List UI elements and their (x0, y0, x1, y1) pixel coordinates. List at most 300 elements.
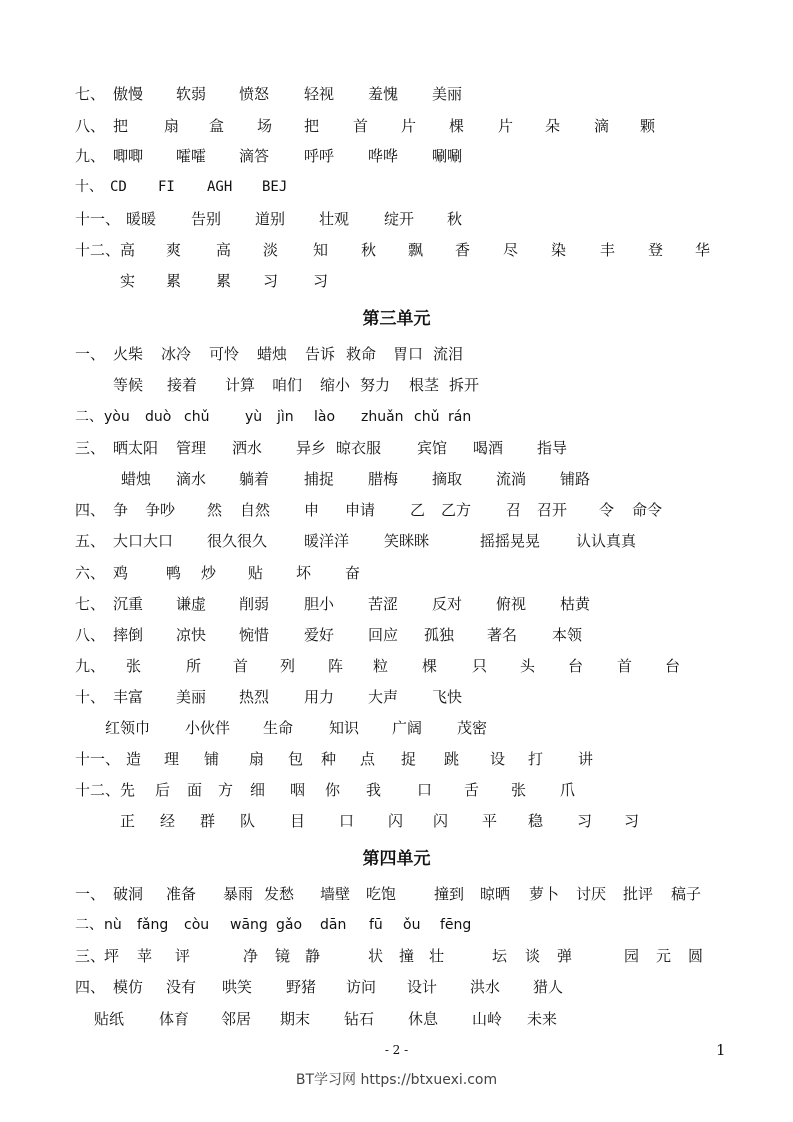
answer-token: 弹 (557, 947, 573, 965)
answer-line (0, 371, 793, 399)
answer-token: 访问 (346, 978, 377, 996)
answer-token: 钻石 (344, 1010, 375, 1028)
answer-token: 胃口 (393, 345, 424, 363)
answer-token: 野猪 (286, 978, 317, 996)
answer-token: 飞快 (432, 688, 463, 706)
answer-token: 丰富 (113, 688, 144, 706)
answer-token: 晾晒 (480, 885, 511, 903)
answer-line (0, 911, 793, 939)
answer-token: 铺 (204, 750, 220, 768)
answer-token: 园 (624, 947, 640, 965)
answer-token: 计算 (225, 376, 256, 394)
answer-token: 蜡烛 (121, 470, 152, 488)
answer-token: 邻居 (221, 1010, 252, 1028)
answer-token: 申 (304, 501, 320, 519)
question-number: 九、 (75, 657, 106, 675)
answer-token: 你 (325, 781, 341, 799)
answer-token: 唧唧 (113, 147, 144, 165)
answer-token: 回应 (368, 626, 399, 644)
answer-token: 本领 (552, 626, 583, 644)
question-number: 十二、 (75, 241, 121, 259)
answer-token: 设计 (407, 978, 438, 996)
answer-token: 设 (490, 750, 506, 768)
answer-token: 暖洋洋 (304, 532, 350, 550)
answer-token: 休息 (408, 1010, 439, 1028)
answer-line (0, 236, 793, 264)
answer-token: 首 (617, 657, 633, 675)
question-number: 十一、 (75, 750, 121, 768)
answer-token: 等候 (113, 376, 144, 394)
answer-token: fēng (440, 917, 472, 933)
answer-token: 滴 (594, 117, 610, 135)
answer-token: fū (369, 917, 383, 933)
answer-token: 习 (624, 812, 640, 830)
answer-token: 爱好 (304, 626, 335, 644)
answer-token: 阵 (328, 657, 344, 675)
answer-token: 破洞 (113, 885, 144, 903)
answer-token: 把 (113, 117, 129, 135)
answer-token: 未来 (527, 1010, 558, 1028)
answer-token: 片 (498, 117, 514, 135)
answer-token: 累 (166, 272, 182, 290)
answer-token: 只 (472, 657, 488, 675)
answer-token: 累 (216, 272, 232, 290)
answer-token: 拆开 (449, 376, 480, 394)
page-number: - 2 - (384, 1043, 409, 1057)
answer-token: 细 (250, 781, 266, 799)
answer-token: 经 (160, 812, 176, 830)
answer-token: 棵 (449, 117, 465, 135)
answer-token: 软弱 (176, 85, 207, 103)
answer-token: 台 (665, 657, 681, 675)
answer-token: 摔倒 (113, 626, 144, 644)
answer-token: 管理 (176, 439, 207, 457)
answer-token: 台 (568, 657, 584, 675)
answer-token: 道别 (255, 210, 286, 228)
answer-token: 点 (360, 750, 376, 768)
answer-token: 种 (321, 750, 337, 768)
answer-line (0, 973, 793, 1001)
answer-token: 圆 (688, 947, 704, 965)
answer-token: 评 (175, 947, 191, 965)
answer-token: 流淌 (496, 470, 527, 488)
answer-line (0, 527, 793, 555)
answer-token: 期末 (280, 1010, 311, 1028)
answer-token: 告别 (191, 210, 222, 228)
answer-token: CD (110, 179, 127, 195)
answer-token: 暴雨 (223, 885, 254, 903)
answer-token: 羞愧 (368, 85, 399, 103)
answer-token: 很久很久 (207, 532, 268, 550)
answer-token: 晒太阳 (113, 439, 159, 457)
answer-token: 贴 (248, 564, 264, 582)
answer-line (0, 496, 793, 524)
answer-token: 炒 (201, 564, 217, 582)
answer-token: 傲慢 (113, 85, 144, 103)
answer-token: 没有 (166, 978, 197, 996)
answer-token: 广阔 (392, 719, 423, 737)
answer-token: 暖暖 (126, 210, 157, 228)
answer-token: 俯视 (496, 595, 527, 613)
footer-watermark: BT学习网 https://btxuexi.com (295, 1072, 498, 1088)
answer-token: 鸡 (113, 564, 129, 582)
answer-token: 呼呼 (304, 147, 335, 165)
answer-token: 坪 (104, 947, 120, 965)
answer-token: 召开 (537, 501, 568, 519)
answer-token: 缩小 (320, 376, 351, 394)
answer-token: 滴水 (176, 470, 207, 488)
answer-token: 蜡烛 (257, 345, 288, 363)
answer-line (0, 745, 793, 773)
answer-token: 捉 (401, 750, 417, 768)
answer-token: 美丽 (432, 85, 463, 103)
answer-token: 摘取 (432, 470, 463, 488)
answer-token: 冰冷 (161, 345, 192, 363)
answer-token: 孤独 (424, 626, 455, 644)
answer-token: 头 (520, 657, 536, 675)
answer-token: yòu (104, 409, 130, 425)
answer-token: 秋 (447, 210, 463, 228)
answer-token: 知 (313, 241, 329, 259)
answer-token: 山岭 (472, 1010, 503, 1028)
answer-token: 张 (126, 657, 142, 675)
answer-token: 粒 (373, 657, 389, 675)
side-mark: 1 (716, 1041, 726, 1059)
answer-token: 正 (120, 812, 136, 830)
answer-token: 哄笑 (222, 978, 253, 996)
answer-token: 习 (313, 272, 329, 290)
question-number: 十二、 (75, 781, 121, 799)
answer-line (0, 465, 793, 493)
answer-token: 盒 (209, 117, 225, 135)
answer-token: 宾馆 (417, 439, 448, 457)
answer-token: 首 (353, 117, 369, 135)
answer-token: rán (448, 409, 472, 425)
answer-token: 吃饱 (366, 885, 397, 903)
answer-token: 萝卜 (529, 885, 560, 903)
answer-token: 淡 (263, 241, 279, 259)
answer-token: fǎng (137, 917, 169, 933)
answer-line (0, 267, 793, 295)
answer-token: 撞 (399, 947, 415, 965)
answer-token: 反对 (432, 595, 463, 613)
answer-token: 坛 (492, 947, 508, 965)
answer-token: 飘 (408, 241, 424, 259)
answer-token: 镜 (275, 947, 291, 965)
answer-token: 所 (186, 657, 202, 675)
unit3-heading: 第三单元 (362, 309, 431, 329)
answer-token: 造 (126, 750, 142, 768)
answer-token: 理 (164, 750, 180, 768)
answer-line (0, 683, 793, 711)
answer-token: 躺着 (239, 470, 270, 488)
answer-token: 大口大口 (113, 532, 174, 550)
answer-token: 然 (207, 501, 223, 519)
answer-token: duò (145, 409, 172, 425)
answer-token: 体育 (159, 1010, 190, 1028)
answer-token: 腊梅 (368, 470, 399, 488)
question-number: 六、 (75, 564, 106, 582)
answer-token: 讨厌 (576, 885, 607, 903)
answer-token: 晾衣服 (336, 439, 382, 457)
answer-line (0, 112, 793, 140)
answer-token: 坏 (296, 564, 312, 582)
answer-line (0, 714, 793, 742)
question-number: 二、 (75, 409, 103, 425)
answer-token: 轻视 (304, 85, 335, 103)
answer-token: 大声 (368, 688, 399, 706)
answer-token: 闪 (433, 812, 449, 830)
answer-token: 舌 (464, 781, 480, 799)
answer-token: 准备 (166, 885, 197, 903)
answer-token: 讲 (578, 750, 594, 768)
answer-token: 嚯嚯 (176, 147, 207, 165)
answer-token: dān (320, 917, 347, 933)
answer-token: 用力 (304, 688, 335, 706)
answer-token: 壮观 (319, 210, 350, 228)
answer-token: 笑眯眯 (384, 532, 430, 550)
answer-token: 哗哗 (368, 147, 399, 165)
question-number: 四、 (75, 978, 106, 996)
answer-token: 扇 (164, 117, 180, 135)
answer-token: 认认真真 (576, 532, 637, 550)
answer-token: 高 (120, 241, 136, 259)
question-number: 五、 (75, 532, 106, 550)
answer-token: 元 (656, 947, 672, 965)
answer-token: 召 (506, 501, 522, 519)
answer-token: 滴答 (239, 147, 270, 165)
answer-token: 爽 (166, 241, 182, 259)
answer-token: ǒu (403, 917, 421, 933)
answer-token: 颗 (640, 117, 656, 135)
answer-line (0, 403, 793, 431)
answer-token: 片 (401, 117, 417, 135)
answer-token: 朵 (545, 117, 561, 135)
answer-token: 绽开 (384, 210, 415, 228)
answer-line (0, 1005, 793, 1033)
question-number: 一、 (75, 345, 106, 363)
answer-token: yù (245, 409, 263, 425)
answer-line (0, 942, 793, 970)
answer-token: 努力 (360, 376, 391, 394)
answer-token: 热烈 (239, 688, 270, 706)
answer-token: 华 (695, 241, 711, 259)
answer-token: 茂密 (457, 719, 488, 737)
answer-token: 贴纸 (94, 1010, 125, 1028)
answer-token: 口 (417, 781, 433, 799)
answer-token: 猎人 (533, 978, 564, 996)
answer-token: 谦虚 (176, 595, 207, 613)
answer-token: 铺路 (560, 470, 591, 488)
answer-line (0, 776, 793, 804)
answer-token: 习 (263, 272, 279, 290)
answer-token: 群 (200, 812, 216, 830)
answer-token: 胆小 (304, 595, 335, 613)
answer-token: 面 (187, 781, 203, 799)
answer-token: 习 (577, 812, 593, 830)
answer-token: 模仿 (113, 978, 144, 996)
answer-token: 捕捉 (304, 470, 335, 488)
answer-token: AGH (207, 179, 233, 195)
answer-token: 净 (243, 947, 259, 965)
answer-token: zhuǎn (361, 409, 404, 425)
answer-line (0, 434, 793, 462)
answer-token: 口 (339, 812, 355, 830)
answer-token: 闪 (388, 812, 404, 830)
answer-token: 登 (648, 241, 664, 259)
answer-token: 尽 (503, 241, 519, 259)
answer-token: 扇 (249, 750, 265, 768)
answer-token: 生命 (263, 719, 294, 737)
answer-token: nù (104, 917, 122, 933)
answer-token: 稿子 (671, 885, 702, 903)
answer-token: 异乡 (296, 439, 327, 457)
answer-token: 我 (366, 781, 382, 799)
answer-token: 命令 (632, 501, 663, 519)
answer-token: 包 (288, 750, 304, 768)
answer-token: 目 (290, 812, 306, 830)
answer-token: BEJ (262, 179, 288, 195)
answer-token: jìn (277, 409, 294, 425)
answer-token: chǔ (414, 409, 440, 425)
question-number: 八、 (75, 626, 106, 644)
answer-token: 乙方 (441, 501, 472, 519)
answer-token: 枯黄 (560, 595, 591, 613)
answer-line (0, 590, 793, 618)
answer-token: 可怜 (209, 345, 240, 363)
answer-token: 咱们 (272, 376, 303, 394)
answer-token: 鸭 (166, 564, 182, 582)
question-number: 九、 (75, 147, 106, 165)
answer-token: lào (314, 409, 336, 425)
answer-token: gǎo (276, 917, 303, 933)
answer-token: 自然 (240, 501, 271, 519)
question-number: 一、 (75, 885, 106, 903)
answer-token: 打 (528, 750, 544, 768)
answer-token: wāng (230, 917, 268, 933)
answer-token: FI (158, 179, 175, 195)
answer-line (0, 173, 793, 201)
answer-token: 撞到 (434, 885, 465, 903)
answer-token: 稳 (528, 812, 544, 830)
answer-token: 队 (240, 812, 256, 830)
answer-token: 救命 (346, 345, 377, 363)
question-number: 二、 (75, 917, 103, 933)
answer-token: 静 (305, 947, 321, 965)
answer-line (0, 880, 793, 908)
answer-token: 墙壁 (320, 885, 351, 903)
answer-token: chǔ (184, 409, 210, 425)
answer-token: 告诉 (305, 345, 336, 363)
question-number: 七、 (75, 85, 106, 103)
answer-token: 指导 (537, 439, 568, 457)
answer-token: 丰 (600, 241, 616, 259)
answer-token: 批评 (623, 885, 654, 903)
answer-token: 洪水 (470, 978, 501, 996)
answer-token: 把 (304, 117, 320, 135)
question-number: 七、 (75, 595, 106, 613)
answer-line (0, 142, 793, 170)
answer-token: 奋 (345, 564, 361, 582)
question-number: 四、 (75, 501, 106, 519)
answer-token: 争 (113, 501, 129, 519)
answer-token: 方 (218, 781, 234, 799)
answer-token: 香 (455, 241, 471, 259)
answer-token: 流泪 (433, 345, 464, 363)
answer-token: 首 (233, 657, 249, 675)
answer-token: 染 (551, 241, 567, 259)
answer-token: 爪 (560, 781, 576, 799)
answer-token: 先 (120, 781, 136, 799)
answer-token: 高 (216, 241, 232, 259)
answer-token: 乙 (410, 501, 426, 519)
answer-token: 张 (511, 781, 527, 799)
answer-token: 喝酒 (473, 439, 504, 457)
answer-token: 平 (482, 812, 498, 830)
answer-token: 令 (599, 501, 615, 519)
question-number: 三、 (75, 439, 106, 457)
answer-line (0, 340, 793, 368)
answer-token: 争吵 (145, 501, 176, 519)
answer-token: 状 (368, 947, 384, 965)
answer-token: 惋惜 (239, 626, 270, 644)
answer-token: 根茎 (409, 376, 440, 394)
answer-token: 唰唰 (432, 147, 463, 165)
answer-token: 火柴 (113, 345, 144, 363)
answer-token: 摇摇晃晃 (480, 532, 541, 550)
answer-token: 苹 (137, 947, 153, 965)
answer-line (0, 559, 793, 587)
answer-token: 知识 (329, 719, 360, 737)
answer-token: 谈 (525, 947, 541, 965)
question-number: 十一、 (75, 210, 121, 228)
answer-token: 壮 (429, 947, 445, 965)
answer-token: 场 (257, 117, 273, 135)
answer-token: 小伙伴 (185, 719, 231, 737)
answer-token: 跳 (444, 750, 460, 768)
answer-token: 实 (120, 272, 136, 290)
answer-token: 苦涩 (368, 595, 399, 613)
unit4-heading: 第四单元 (362, 849, 431, 869)
answer-line (0, 80, 793, 108)
answer-token: 后 (155, 781, 171, 799)
answer-line (0, 807, 793, 835)
answer-token: 沉重 (113, 595, 144, 613)
answer-token: 棵 (422, 657, 438, 675)
answer-token: còu (184, 917, 210, 933)
answer-token: 红领巾 (105, 719, 151, 737)
answer-line (0, 205, 793, 233)
answer-token: 接着 (167, 376, 198, 394)
question-number: 三、 (75, 947, 106, 965)
answer-token: 咽 (290, 781, 306, 799)
question-number: 十、 (75, 179, 103, 195)
answer-token: 凉快 (176, 626, 207, 644)
answer-token: 申请 (345, 501, 376, 519)
question-number: 八、 (75, 117, 106, 135)
answer-line (0, 621, 793, 649)
answer-token: 列 (280, 657, 296, 675)
answer-line (0, 652, 793, 680)
answer-token: 洒水 (232, 439, 263, 457)
answer-token: 美丽 (176, 688, 207, 706)
answer-token: 发愁 (264, 885, 295, 903)
answer-token: 著名 (487, 626, 518, 644)
answer-token: 愤怒 (239, 85, 270, 103)
answer-token: 秋 (361, 241, 377, 259)
question-number: 十、 (75, 688, 106, 706)
answer-token: 削弱 (239, 595, 270, 613)
